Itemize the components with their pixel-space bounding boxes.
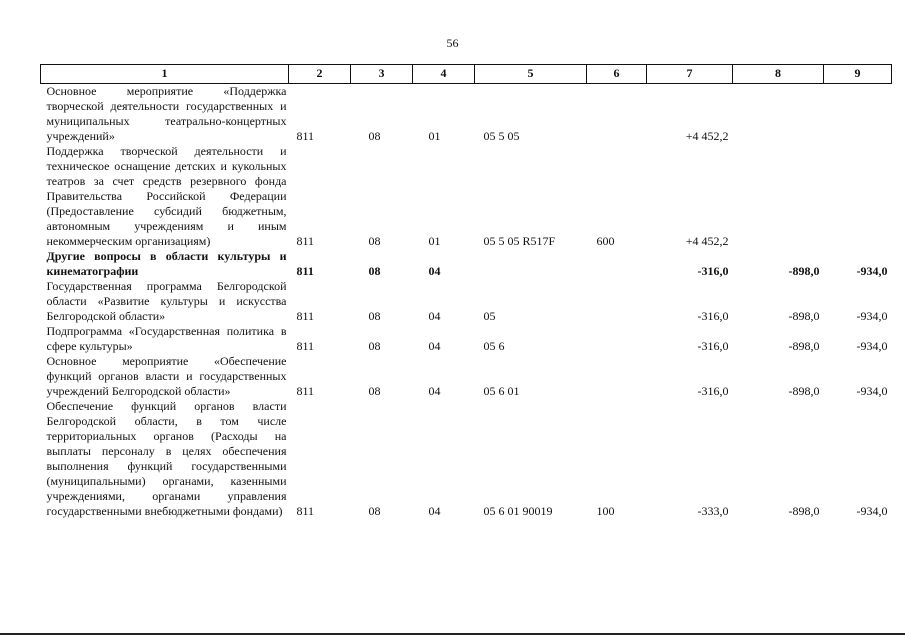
kvsr-cell: 811 xyxy=(296,504,315,518)
column-header: 2 xyxy=(289,65,351,84)
sum-col7-cell: -316,0 xyxy=(697,309,729,323)
target-article-cell: 05 6 xyxy=(483,339,505,353)
expense-type-cell: 600 xyxy=(596,234,615,248)
column-header: 9 xyxy=(824,65,892,84)
target-article-cell xyxy=(475,249,587,279)
sum-col8-cell: -898,0 xyxy=(788,384,820,398)
kvsr-cell: 811 xyxy=(296,339,315,353)
subsection-cell: 04 xyxy=(428,339,441,353)
table-row xyxy=(41,144,892,249)
sum-col7-cell: +4 452,2 xyxy=(685,234,729,248)
sum-col8-cell xyxy=(733,144,824,249)
subsection-cell: 04 xyxy=(428,309,441,323)
subsection-cell: 01 xyxy=(428,129,441,143)
row-name-cell: Поддержка творческой деятельности и техническое оснащение детских и кукольных театров за счет средств резервного фонда Правительства Российской Федерации (Предоставление субсидий бюджетным, автономным учреждениям и иным некоммерческим организациям) xyxy=(46,144,287,248)
sum-col7-cell: -333,0 xyxy=(697,504,729,518)
row-name-cell: Основное мероприятие «Поддержка творческой деятельности государственных и муниципальных театрально-концертных учреждений» xyxy=(46,84,287,143)
sum-col8-cell: -898,0 xyxy=(788,264,820,278)
table-row xyxy=(41,84,892,145)
target-article-cell: 05 5 05 xyxy=(483,129,520,143)
target-article-cell: 05 6 01 90019 xyxy=(483,504,553,518)
section-cell: 08 xyxy=(368,309,381,323)
header-row xyxy=(41,65,892,84)
expense-type-cell xyxy=(587,354,647,399)
target-article-cell: 05 6 01 xyxy=(483,384,520,398)
expense-type-cell xyxy=(587,324,647,354)
kvsr-cell: 811 xyxy=(296,309,315,323)
subsection-cell: 04 xyxy=(428,264,441,278)
section-cell: 08 xyxy=(368,384,381,398)
sum-col8-cell: -898,0 xyxy=(788,504,820,518)
column-header: 8 xyxy=(733,65,824,84)
sum-col9-cell: -934,0 xyxy=(856,384,888,398)
sum-col7-cell: -316,0 xyxy=(697,339,729,353)
target-article-cell: 05 5 05 R517F xyxy=(483,234,556,248)
column-header: 3 xyxy=(351,65,413,84)
sum-col7-cell: +4 452,2 xyxy=(685,129,729,143)
target-article-cell: 05 xyxy=(483,309,496,323)
table-row xyxy=(41,354,892,399)
sum-col8-cell xyxy=(733,84,824,145)
sum-col7-cell: -316,0 xyxy=(697,384,729,398)
table-body xyxy=(41,84,892,520)
expense-type-cell xyxy=(587,84,647,145)
scan-bottom-edge xyxy=(0,633,905,635)
sum-col9-cell: -934,0 xyxy=(856,504,888,518)
sum-col9-cell xyxy=(824,144,892,249)
section-cell: 08 xyxy=(368,504,381,518)
kvsr-cell: 811 xyxy=(296,384,315,398)
section-cell: 08 xyxy=(368,339,381,353)
subsection-cell: 04 xyxy=(428,384,441,398)
row-name-cell: Основное мероприятие «Обеспечение функций органов власти и государственных учреждений Белгородской области» xyxy=(46,354,287,398)
sum-col9-cell xyxy=(824,84,892,145)
sum-col9-cell: -934,0 xyxy=(856,339,888,353)
table-row xyxy=(41,324,892,354)
sum-col9-cell: -934,0 xyxy=(856,264,888,278)
sum-col7-cell: -316,0 xyxy=(697,264,729,278)
page-number: 56 xyxy=(446,36,459,50)
column-header: 6 xyxy=(587,65,647,84)
sum-col8-cell: -898,0 xyxy=(788,309,820,323)
budget-table xyxy=(40,64,892,519)
kvsr-cell: 811 xyxy=(296,234,315,248)
section-cell: 08 xyxy=(368,264,381,278)
row-name-cell: Государственная программа Белгородской области «Развитие культуры и искусства Белгородской области» xyxy=(46,279,287,323)
section-cell: 08 xyxy=(368,234,381,248)
kvsr-cell: 811 xyxy=(296,129,315,143)
sum-col8-cell: -898,0 xyxy=(788,339,820,353)
table-header xyxy=(41,65,892,84)
table-row xyxy=(41,279,892,324)
row-name-cell: Обеспечение функций органов власти Белгородской области, в том числе территориальных органов (Расходы на выплаты персоналу в целях обеспечения выполнения функций государственными (муниципальными) органами, казенными учреждениями, органами управления государственными внебюджетными фондами) xyxy=(46,399,287,518)
sum-col9-cell: -934,0 xyxy=(856,309,888,323)
column-header: 7 xyxy=(647,65,733,84)
subsection-cell: 01 xyxy=(428,234,441,248)
section-cell: 08 xyxy=(368,129,381,143)
table-row xyxy=(41,399,892,519)
row-name-cell: Подпрограмма «Государственная политика в сфере культуры» xyxy=(46,324,287,353)
kvsr-cell: 811 xyxy=(296,264,314,278)
expense-type-cell: 100 xyxy=(596,504,615,518)
column-header: 5 xyxy=(475,65,587,84)
column-header: 4 xyxy=(413,65,475,84)
table-row xyxy=(41,249,892,279)
row-name-cell: Другие вопросы в области культуры и кинематографии xyxy=(46,249,287,278)
expense-type-cell xyxy=(587,279,647,324)
expense-type-cell xyxy=(587,249,647,279)
column-header: 1 xyxy=(41,65,289,84)
subsection-cell: 04 xyxy=(428,504,441,518)
